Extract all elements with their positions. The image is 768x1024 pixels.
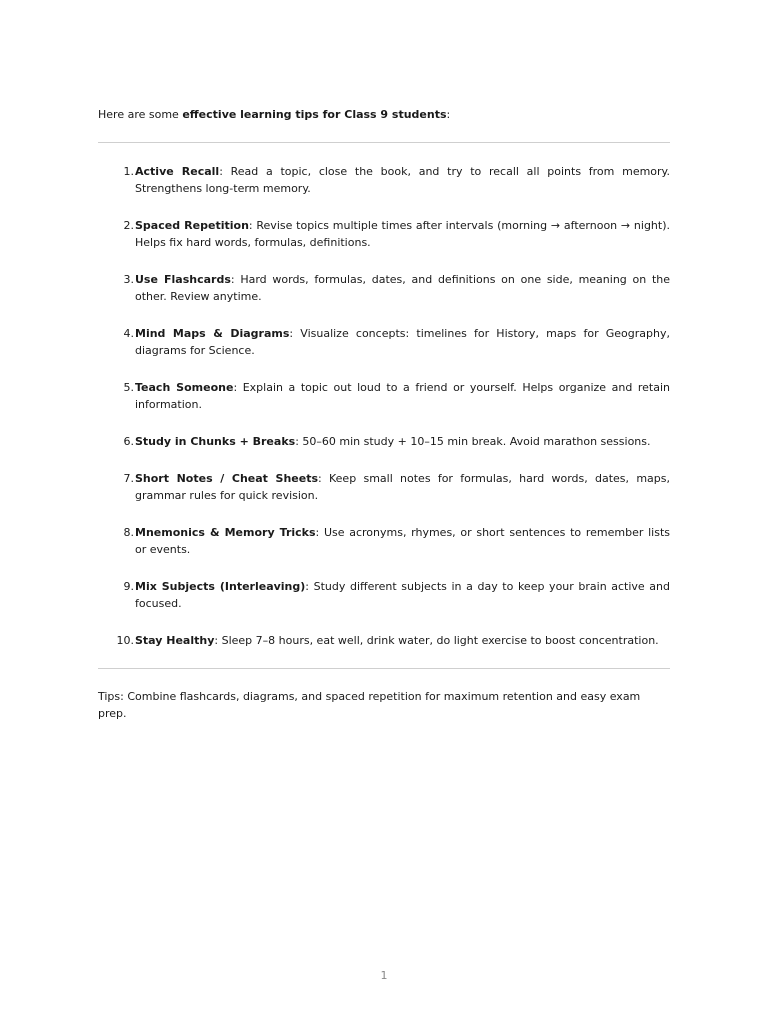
list-item-text: : Sleep 7–8 hours, eat well, drink water, do light exercise to boost concentration.: [214, 634, 659, 647]
list-item-title: Spaced Repetition: [135, 219, 249, 232]
list-item: [98, 470, 670, 504]
list-item-body: [135, 524, 670, 558]
intro-prefix: Here are some: [98, 108, 183, 121]
list-item-number: 2.: [123, 219, 134, 232]
list-item-body: [135, 271, 670, 305]
top-divider: [98, 142, 670, 143]
list-item-text: : Study different subjects in a day to keep your brain active and focused.: [135, 580, 671, 610]
list-item-number: 4.: [123, 327, 134, 340]
list-item: [98, 632, 670, 649]
list-item-body: [135, 379, 670, 413]
list-item-title: Short Notes / Cheat Sheets: [135, 472, 319, 485]
tips-list: [98, 163, 670, 649]
list-item-title: Mind Maps & Diagrams: [135, 327, 290, 340]
list-item-text: : Read a topic, close the book, and try to recall all points from memory. Strengthens long-term memory.: [135, 165, 670, 195]
intro-suffix: :: [446, 108, 451, 121]
intro-bold: effective learning tips for Class 9 students: [182, 108, 447, 121]
intro-paragraph: [98, 106, 670, 123]
list-item: [98, 524, 670, 558]
list-item-body: [135, 433, 670, 450]
list-item-text: : Revise topics multiple times after intervals (morning → afternoon → night). Helps fix hard words, formulas, definitions.: [135, 219, 670, 249]
list-item-text: : 50–60 min study + 10–15 min break. Avoid marathon sessions.: [295, 435, 651, 448]
list-item-title: Stay Healthy: [135, 634, 215, 647]
list-item-title: Study in Chunks + Breaks: [135, 435, 296, 448]
list-item: [98, 433, 670, 450]
list-item-body: [135, 632, 670, 649]
list-item: [98, 217, 670, 251]
list-item-number: 1.: [123, 165, 134, 178]
list-item-body: [135, 217, 670, 251]
list-item: [98, 163, 670, 197]
list-item-number: 9.: [123, 580, 134, 593]
page-number: 1: [380, 969, 388, 982]
list-item-title: Active Recall: [135, 165, 220, 178]
list-item-body: [135, 470, 670, 504]
list-item-body: [135, 163, 670, 197]
list-item-number: 5.: [123, 381, 134, 394]
list-item-text: : Hard words, formulas, dates, and definitions on one side, meaning on the other. Review anytime.: [135, 273, 670, 303]
list-item-title: Use Flashcards: [135, 273, 231, 286]
list-item-number: 8.: [123, 526, 134, 539]
list-item-title: Mnemonics & Memory Tricks: [135, 526, 316, 539]
document-content: [98, 106, 670, 722]
list-item: [98, 578, 670, 612]
list-item: [98, 271, 670, 305]
footer-tip: Tips: Combine flashcards, diagrams, and spaced repetition for maximum retention and easy exam prep.: [98, 690, 641, 720]
list-item-title: Teach Someone: [135, 381, 234, 394]
list-item: [98, 379, 670, 413]
list-item-number: 3.: [123, 273, 134, 286]
list-item-text: : Visualize concepts: timelines for History, maps for Geography, diagrams for Science.: [135, 327, 670, 357]
list-item-title: Mix Subjects (Interleaving): [135, 580, 306, 593]
list-item-number: 10.: [116, 634, 134, 647]
list-item-text: : Keep small notes for formulas, hard words, dates, maps, grammar rules for quick revision.: [135, 472, 670, 502]
list-item-text: : Use acronyms, rhymes, or short sentences to remember lists or events.: [135, 526, 670, 556]
list-item-number: 6.: [123, 435, 134, 448]
list-item-body: [135, 325, 670, 359]
list-item-text: : Explain a topic out loud to a friend or yourself. Helps organize and retain information.: [135, 381, 671, 411]
list-item-number: 7.: [123, 472, 134, 485]
bottom-divider: [98, 668, 670, 669]
list-item-body: [135, 578, 670, 612]
list-item: [98, 325, 670, 359]
